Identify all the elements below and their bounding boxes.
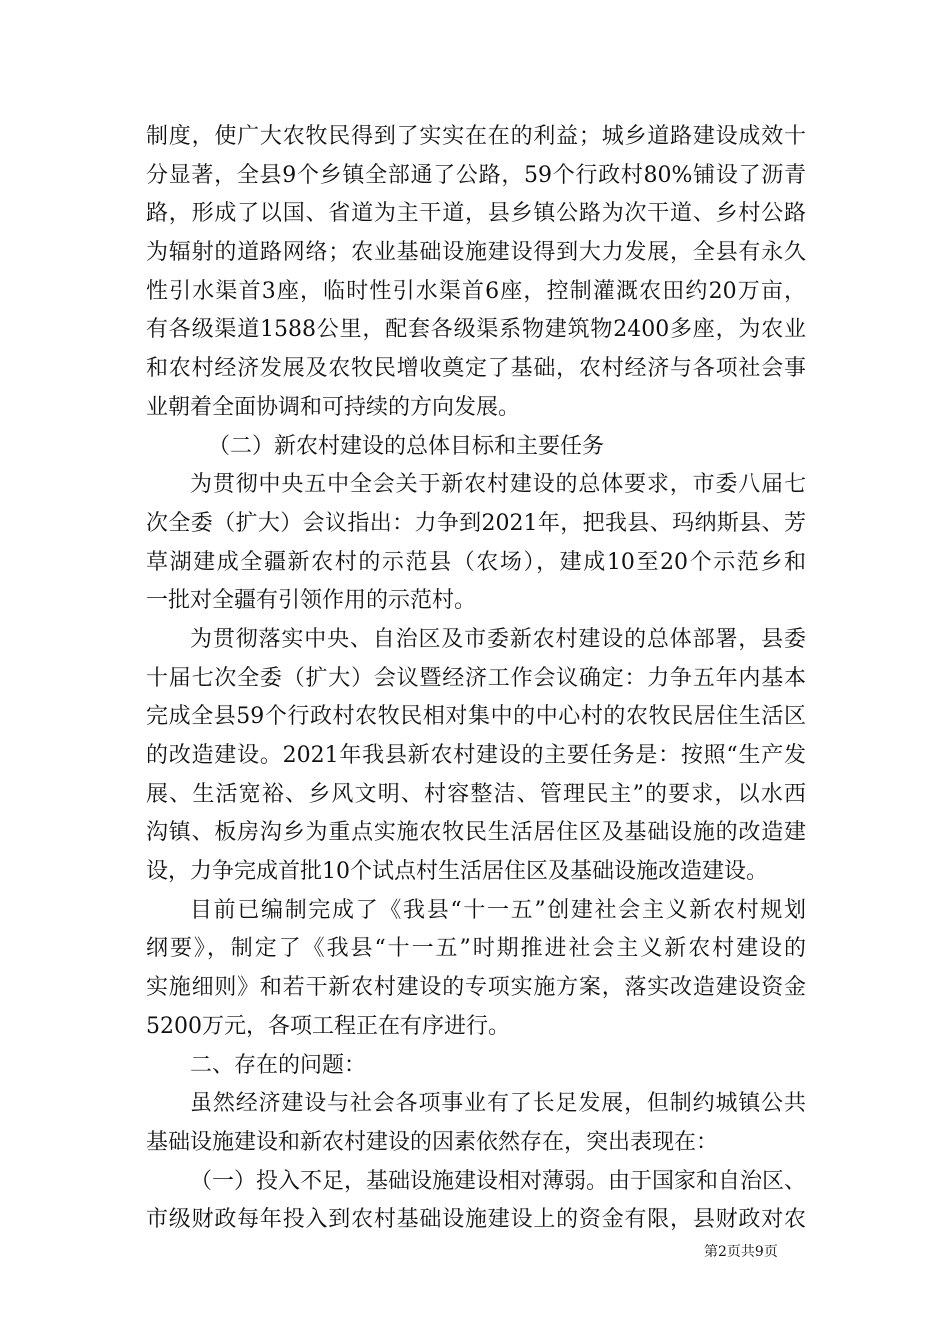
paragraph-infrastructure-achievements <box>146 118 806 428</box>
paragraph-county-tasks <box>146 621 806 892</box>
text-line: 性引水渠首3座，临时性引水渠首6座，控制灌溉农田约20万亩， <box>146 278 806 304</box>
text-line: 草湖建成全疆新农村的示范县（农场），建成10至20个示范乡和 <box>146 549 806 575</box>
text-line: 纲要》，制定了《我县“十一五”时期推进社会主义新农村建设的 <box>146 936 806 962</box>
text-line: 的改造建设。2021年我县新农村建设的主要任务是：按照“生产发 <box>146 743 806 768</box>
text-line: 市级财政每年投入到农村基础设施建设上的资金有限，县财政对农 <box>146 1207 806 1233</box>
text-line: 基础设施建设和新农村建设的因素依然存在，突出表现在： <box>146 1129 719 1155</box>
text-line: 为贯彻中央五中全会关于新农村建设的总体要求，市委八届七 <box>190 472 806 498</box>
text-line: 完成全县59个行政村农牧民相对集中的中心村的农牧民居住生活区 <box>146 704 806 730</box>
paragraph-municipal-goals <box>146 466 806 621</box>
document-body <box>146 118 806 1240</box>
section-heading-goals-and-tasks <box>146 428 806 467</box>
text-line: 展、生活宽裕、乡风文明、村容整洁、管理民主”的要求，以水西 <box>146 781 806 807</box>
text-line: 为贯彻落实中央、自治区及市委新农村建设的总体部署，县委 <box>190 626 806 652</box>
paragraph-problems-intro <box>146 1085 806 1162</box>
text-line: 5200万元，各项工程正在有序进行。 <box>146 1013 510 1039</box>
heading-line: 二、存在的问题： <box>190 1052 367 1078</box>
text-line: 制度，使广大农牧民得到了实实在在的利益；城乡道路建设成效十 <box>146 124 806 149</box>
text-line: 有各级渠道1588公里，配套各级渠系物建筑物2400多座，为农业 <box>146 317 806 343</box>
text-line: （一）投入不足，基础设施建设相对薄弱。由于国家和自治区、 <box>190 1168 807 1194</box>
text-line: 和农村经济发展及农牧民增收奠定了基础，农村经济与各项社会事 <box>146 356 806 382</box>
text-line: 十届七次全委（扩大）会议暨经济工作会议确定：力争五年内基本 <box>146 665 806 691</box>
text-line: 次全委（扩大）会议指出：力争到2021年，把我县、玛纳斯县、芳 <box>146 510 806 536</box>
text-line: 实施细则》和若干新农村建设的专项实施方案，落实改造建设资金 <box>146 975 806 1001</box>
section-heading-problems <box>146 1047 806 1086</box>
text-line: 业朝着全面协调和可持续的方向发展。 <box>146 394 521 420</box>
text-line: 一批对全疆有引领作用的示范村。 <box>146 588 477 614</box>
text-line: 路，形成了以国、省道为主干道，县乡镇公路为次干道、乡村公路 <box>146 201 806 227</box>
text-line: 为辐射的道路网络；农业基础设施建设得到大力发展，全县有永久 <box>146 240 806 266</box>
paragraph-insufficient-investment <box>146 1163 806 1240</box>
text-line: 设，力争完成首批10个试点村生活居住区及基础设施改造建设。 <box>146 859 768 885</box>
text-line: 沟镇、板房沟乡为重点实施农牧民生活居住区及基础设施的改造建 <box>146 820 806 846</box>
paragraph-planning-progress <box>146 892 806 1047</box>
page-number: 第2页共9页 <box>704 1244 778 1260</box>
text-line: 虽然经济建设与社会各项事业有了长足发展，但制约城镇公共 <box>190 1091 806 1117</box>
heading-line: （二）新农村建设的总体目标和主要任务 <box>208 433 605 459</box>
text-line: 分显著，全县9个乡镇全部通了公路，59个行政村80%铺设了沥青 <box>146 162 806 188</box>
text-line: 目前已编制完成了《我县“十一五”创建社会主义新农村规划 <box>190 897 806 923</box>
